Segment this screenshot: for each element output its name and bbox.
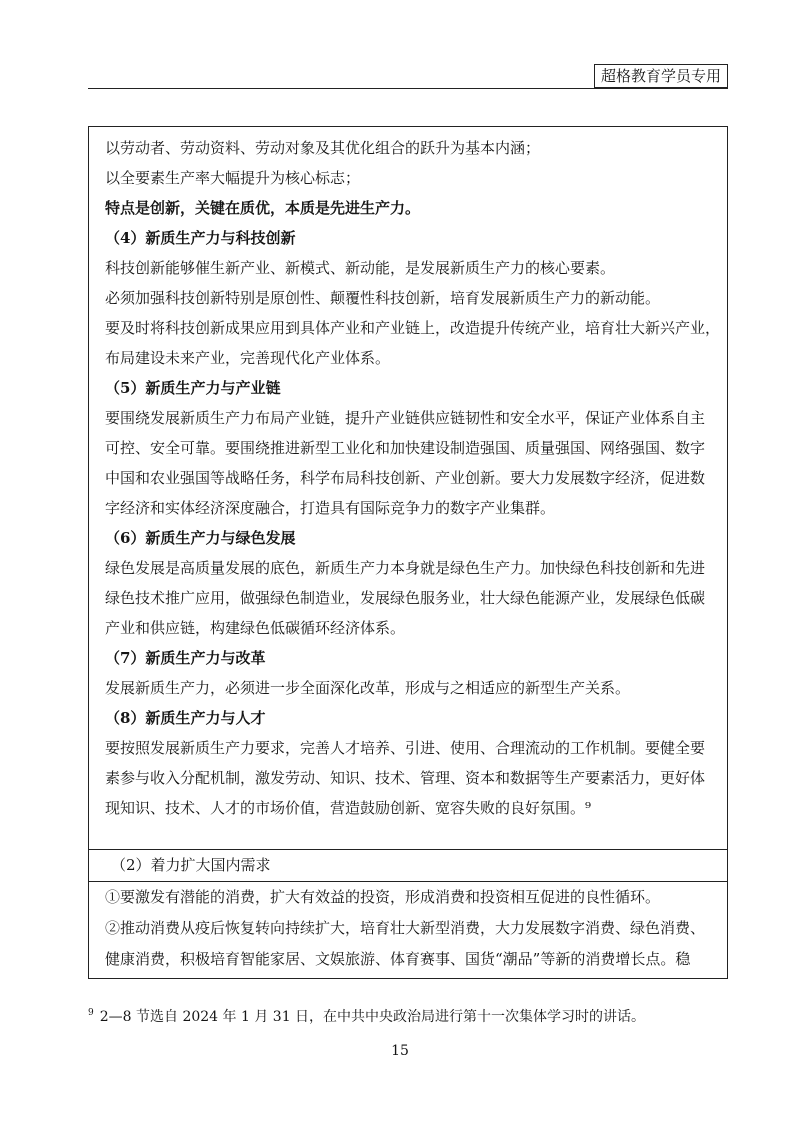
section-heading: （2）着力扩大国内需求	[89, 850, 727, 882]
section-heading: （8）新质生产力与人才	[105, 709, 266, 727]
text-line: 绿色技术推广应用，做强绿色制造业，发展绿色服务业，壮大绿色能源产业，发展绿色低碳	[105, 589, 706, 607]
section-heading: （7）新质生产力与改革	[105, 649, 266, 667]
text-line: ②推动消费从疫后恢复转向持续扩大，培育壮大新型消费，大力发展数字消费、绿色消费、	[105, 919, 706, 937]
text-line: 字经济和实体经济深度融合，打造具有国际竞争力的数字产业集群。	[105, 499, 556, 517]
text-line: ①要激发有潜能的消费，扩大有效益的投资，形成消费和投资相互促进的良性循环。	[105, 888, 661, 906]
text-line: 产业和供应链，构建绿色低碳循环经济体系。	[105, 619, 406, 637]
text-line: 素参与收入分配机制，激发劳动、知识、技术、管理、资本和数据等生产要素活力，更好体	[105, 769, 706, 787]
footnote-text: 2—8 节选自 2024 年 1 月 31 日，在中共中央政治局进行第十一次集体学习时的讲话。	[99, 1009, 646, 1025]
header-tag: 超格教育学员专用	[594, 64, 728, 88]
section-heading: （4）新质生产力与科技创新	[105, 229, 296, 247]
text-line: 要按照发展新质生产力要求，完善人才培养、引进、使用、合理流动的工作机制。要健全要	[105, 739, 706, 757]
text-line: 健康消费，积极培育智能家居、文娱旅游、体育赛事、国货“潮品”等新的消费增长点。稳	[105, 950, 691, 968]
text-line: 绿色发展是高质量发展的底色，新质生产力本身就是绿色生产力。加快绿色科技创新和先进	[105, 559, 706, 577]
text-line: 可控、安全可靠。要围绕推进新型工业化和加快建设制造强国、质量强国、网络强国、数字	[105, 439, 706, 457]
text-line: 要围绕发展新质生产力布局产业链，提升产业链供应链韧性和安全水平，保证产业体系自主	[105, 409, 706, 427]
text-line: 必须加强科技创新特别是原创性、颠覆性科技创新，培育发展新质生产力的新动能。	[105, 289, 661, 307]
header-rule	[88, 88, 728, 89]
text-line: 以劳动者、劳动资料、劳动对象及其优化组合的跃升为基本内涵；	[105, 139, 541, 157]
footnote	[88, 1006, 645, 1026]
text-line: 以全要素生产率大幅提升为核心标志；	[105, 169, 361, 187]
section-heading: （6）新质生产力与绿色发展	[105, 529, 296, 547]
text-line: 现知识、技术、人才的市场价值，营造鼓励创新、宽容失败的良好氛围。⁹	[105, 799, 592, 817]
content-box	[88, 126, 728, 850]
content-box-2	[88, 849, 728, 979]
text-line: 发展新质生产力，必须进一步全面深化改革，形成与之相适应的新型生产关系。	[105, 679, 631, 697]
text-line: 特点是创新，关键在质优，本质是先进生产力。	[105, 199, 421, 217]
text-line: 布局建设未来产业，完善现代化产业体系。	[105, 349, 391, 367]
page-number: 15	[391, 1043, 409, 1059]
text-line: 中国和农业强国等战略任务，科学布局科技创新、产业创新。要大力发展数字经济，促进数	[105, 469, 706, 487]
section-heading: （5）新质生产力与产业链	[105, 379, 281, 397]
text-line: 科技创新能够催生新产业、新模式、新动能，是发展新质生产力的核心要素。	[105, 259, 616, 277]
footnote-marker: 9	[88, 1008, 94, 1019]
text-line: 要及时将科技创新成果应用到具体产业和产业链上，改造提升传统产业，培育壮大新兴产业，	[105, 319, 721, 337]
